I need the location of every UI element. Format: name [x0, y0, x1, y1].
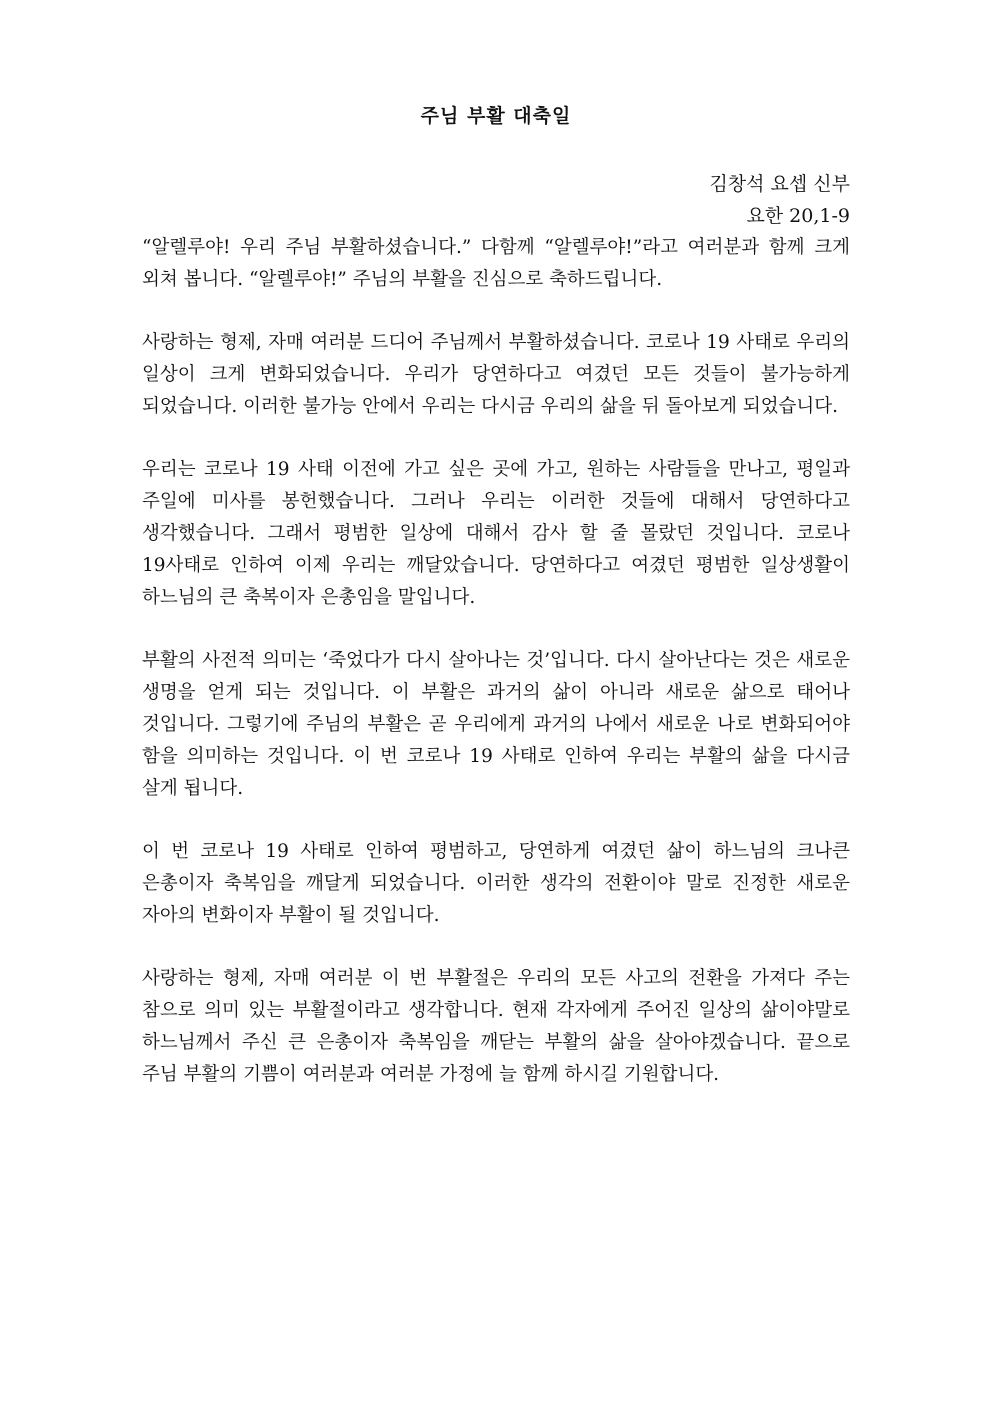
scripture-reference: 요한 20,1-9	[746, 205, 850, 227]
document-page	[142, 100, 850, 1091]
paragraph: 사랑하는 형제, 자매 여러분 이 번 부활절은 우리의 모든 사고의 전환을 가져다 주는 참으로 의미 있는 부활절이라고 생각합니다. 현재 각자에게 주어진 일상의 삶이야말로 하느님께서 주신 큰 은총이자 축복임을 깨닫는 부활의 삶을 살아야겠습니다. 끝으로 주님 부활의 기쁨이 여러분과 여러분 가정에 늘 함께 하시길 기원합니다.	[142, 968, 850, 1085]
paragraph: 이 번 코로나 19 사태로 인하여 평범하고, 당연하게 여겼던 삶이 하느님의 크나큰 은총이자 축복임을 깨달게 되었습니다. 이러한 생각의 전환이야 말로 진정한 새로운 자아의 변화이자 부활이 될 것입니다.	[142, 841, 850, 926]
paragraph: 부활의 사전적 의미는 ‘죽었다가 다시 살아나는 것’입니다. 다시 살아난다는 것은 새로운 생명을 얻게 되는 것입니다. 이 부활은 과거의 삶이 아니라 새로운 삶으로 태어나 것입니다. 그렇기에 주님의 부활은 곧 우리에게 과거의 나에서 새로운 나로 변화되어야 함을 의미하는 것입니다. 이 번 코로나 19 사태로 인하여 우리는 부활의 삶을 다시금 살게 됩니다.	[142, 650, 850, 799]
author-line: 김창석 요셉 신부	[709, 173, 850, 195]
paragraph: “알렐루야! 우리 주님 부활하셨습니다.” 다함께 “알렐루야!”라고 여러분과 함께 크게 외쳐 봅니다. “알렐루야!” 주님의 부활을 진심으로 축하드립니다.	[142, 237, 850, 290]
paragraph: 우리는 코로나 19 사태 이전에 가고 싶은 곳에 가고, 원하는 사람들을 만나고, 평일과 주일에 미사를 봉헌했습니다. 그러나 우리는 이러한 것들에 대해서 당연하다고 생각했습니다. 그래서 평범한 일상에 대해서 감사 할 줄 몰랐던 것입니다. 코로나 19사태로 인하여 이제 우리는 깨달았습니다. 당연하다고 여겼던 평범한 일상생활이 하느님의 큰 축복이자 은총임을 말입니다.	[142, 459, 850, 608]
document-body	[142, 232, 850, 1091]
document-title: 주님 부활 대축일	[420, 105, 572, 127]
paragraph: 사랑하는 형제, 자매 여러분 드디어 주님께서 부활하셨습니다. 코로나 19 사태로 우리의 일상이 크게 변화되었습니다. 우리가 당연하다고 여겼던 모든 것들이 불가능하게 되었습니다. 이러한 불가능 안에서 우리는 다시금 우리의 삶을 뒤 돌아보게 되었습니다.	[142, 332, 850, 417]
